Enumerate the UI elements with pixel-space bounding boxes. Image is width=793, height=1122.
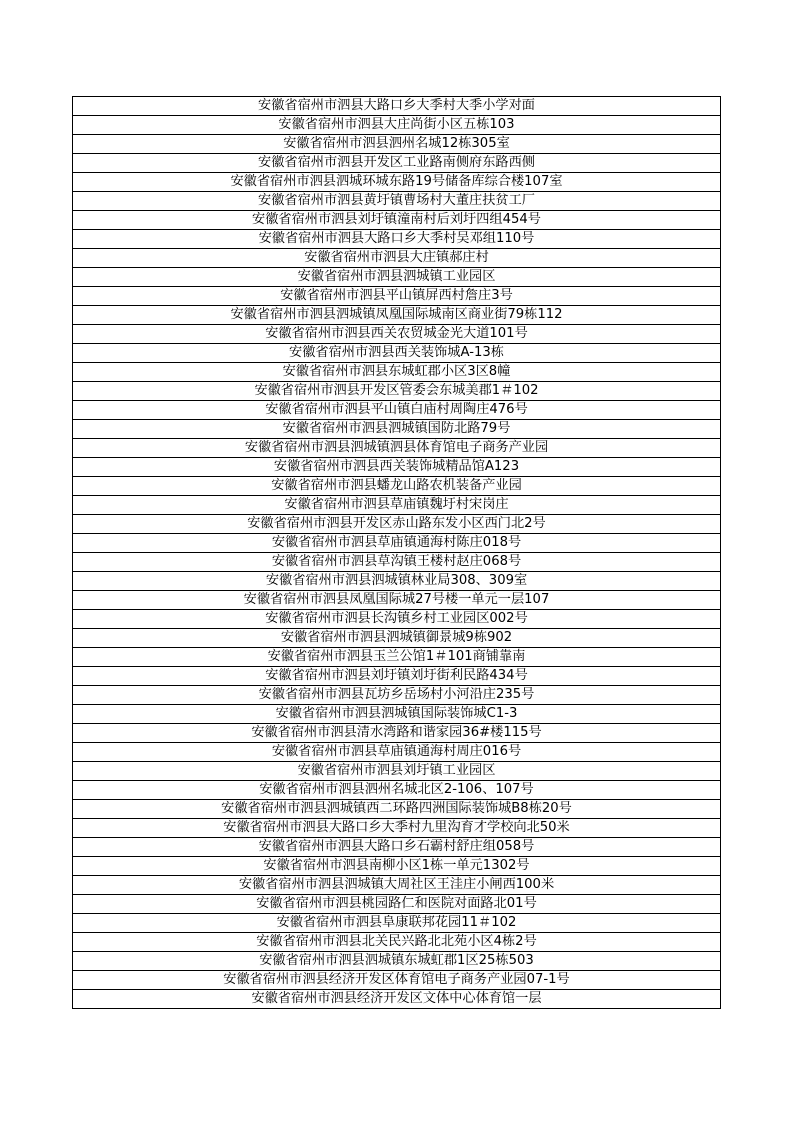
table-row (73, 382, 721, 401)
address-cell: 安徽省宿州市泗县黄圩镇曹场村大董庄扶贫工厂 (73, 192, 721, 211)
table-row (73, 420, 721, 439)
address-cell: 安徽省宿州市泗县泗城镇大周社区王洼庄小闸西100米 (73, 876, 721, 895)
table-row (73, 192, 721, 211)
address-cell: 安徽省宿州市泗县泗城镇国防北路79号 (73, 420, 721, 439)
address-cell: 安徽省宿州市泗县泗州名城北区2-106、107号 (73, 781, 721, 800)
table-row (73, 610, 721, 629)
address-cell: 安徽省宿州市泗县东城虹郡小区3区8幢 (73, 363, 721, 382)
address-cell: 安徽省宿州市泗县草沟镇王楼村赵庄068号 (73, 553, 721, 572)
table-row (73, 154, 721, 173)
table-row (73, 534, 721, 553)
table-row (73, 800, 721, 819)
table-row (73, 401, 721, 420)
address-cell: 安徽省宿州市泗县泗城镇泗县体育馆电子商务产业园 (73, 439, 721, 458)
address-cell: 安徽省宿州市泗县泗城镇凤凰国际城南区商业街79栋112 (73, 306, 721, 325)
address-cell: 安徽省宿州市泗县泗城镇林业局308、309室 (73, 572, 721, 591)
table-row (73, 439, 721, 458)
address-cell: 安徽省宿州市泗县西关装饰城精品馆A123 (73, 458, 721, 477)
table-row (73, 287, 721, 306)
address-cell: 安徽省宿州市泗县大路口乡大季村吴邓组110号 (73, 230, 721, 249)
address-table-body (73, 97, 721, 1009)
address-cell: 安徽省宿州市泗县泗城镇国际装饰城C1-3 (73, 705, 721, 724)
table-row (73, 933, 721, 952)
table-row (73, 971, 721, 990)
table-row (73, 135, 721, 154)
table-row (73, 686, 721, 705)
table-row (73, 876, 721, 895)
address-cell: 安徽省宿州市泗县凤凰国际城27号楼一单元一层107 (73, 591, 721, 610)
table-row (73, 363, 721, 382)
address-cell: 安徽省宿州市泗县泗城镇工业园区 (73, 268, 721, 287)
address-cell: 安徽省宿州市泗县经济开发区文体中心体育馆一层 (73, 990, 721, 1009)
table-row (73, 344, 721, 363)
address-cell: 安徽省宿州市泗县开发区管委会东城美郡1＃102 (73, 382, 721, 401)
table-row (73, 705, 721, 724)
address-cell: 安徽省宿州市泗县长沟镇乡村工业园区002号 (73, 610, 721, 629)
address-cell: 安徽省宿州市泗县刘圩镇潼南村后刘圩四组454号 (73, 211, 721, 230)
address-cell: 安徽省宿州市泗县草庙镇魏圩村宋岗庄 (73, 496, 721, 515)
address-cell: 安徽省宿州市泗县玉兰公馆1＃101商铺靠南 (73, 648, 721, 667)
address-cell: 安徽省宿州市泗县泗城镇御景城9栋902 (73, 629, 721, 648)
table-row (73, 857, 721, 876)
table-row (73, 762, 721, 781)
table-row (73, 724, 721, 743)
table-row (73, 325, 721, 344)
table-row (73, 230, 721, 249)
table-row (73, 477, 721, 496)
address-cell: 安徽省宿州市泗县大庄尚街小区五栋103 (73, 116, 721, 135)
table-row (73, 914, 721, 933)
table-row (73, 116, 721, 135)
table-row (73, 952, 721, 971)
address-cell: 安徽省宿州市泗县刘圩镇刘圩街利民路434号 (73, 667, 721, 686)
address-cell: 安徽省宿州市泗县刘圩镇工业园区 (73, 762, 721, 781)
address-cell: 安徽省宿州市泗县西关农贸城金光大道101号 (73, 325, 721, 344)
address-cell: 安徽省宿州市泗县草庙镇通海村周庄016号 (73, 743, 721, 762)
table-row (73, 990, 721, 1009)
table-row (73, 572, 721, 591)
address-cell: 安徽省宿州市泗县开发区赤山路东发小区西门北2号 (73, 515, 721, 534)
table-row (73, 895, 721, 914)
address-cell: 安徽省宿州市泗县泗州名城12栋305室 (73, 135, 721, 154)
address-cell: 安徽省宿州市泗县瓦坊乡岳场村小河沿庄235号 (73, 686, 721, 705)
address-cell: 安徽省宿州市泗县阜康联邦花园11＃102 (73, 914, 721, 933)
table-row (73, 458, 721, 477)
table-row (73, 629, 721, 648)
table-row (73, 97, 721, 116)
address-cell: 安徽省宿州市泗县大路口乡大季村大季小学对面 (73, 97, 721, 116)
table-row (73, 496, 721, 515)
table-row (73, 743, 721, 762)
address-cell: 安徽省宿州市泗县西关装饰城A-13栋 (73, 344, 721, 363)
table-row (73, 648, 721, 667)
address-cell: 安徽省宿州市泗县大路口乡石霸村舒庄组058号 (73, 838, 721, 857)
address-cell: 安徽省宿州市泗县平山镇屏西村詹庄3号 (73, 287, 721, 306)
address-cell: 安徽省宿州市泗县桃园路仁和医院对面路北01号 (73, 895, 721, 914)
address-cell: 安徽省宿州市泗县平山镇白庙村周陶庄476号 (73, 401, 721, 420)
table-row (73, 173, 721, 192)
address-cell: 安徽省宿州市泗县北关民兴路北北苑小区4栋2号 (73, 933, 721, 952)
table-row (73, 268, 721, 287)
table-row (73, 781, 721, 800)
table-row (73, 553, 721, 572)
address-cell: 安徽省宿州市泗县经济开发区体育馆电子商务产业园07-1号 (73, 971, 721, 990)
table-row (73, 667, 721, 686)
table-row (73, 838, 721, 857)
table-row (73, 211, 721, 230)
address-cell: 安徽省宿州市泗县大路口乡大季村九里沟育才学校向北50米 (73, 819, 721, 838)
address-cell: 安徽省宿州市泗县泗城环城东路19号储备库综合楼107室 (73, 173, 721, 192)
address-cell: 安徽省宿州市泗县开发区工业路南侧府东路西侧 (73, 154, 721, 173)
address-cell: 安徽省宿州市泗县泗城镇东城虹郡1区25栋503 (73, 952, 721, 971)
table-row (73, 306, 721, 325)
address-cell: 安徽省宿州市泗县草庙镇通海村陈庄018号 (73, 534, 721, 553)
address-cell: 安徽省宿州市泗县清水湾路和谐家园36#楼115号 (73, 724, 721, 743)
address-cell: 安徽省宿州市泗县蟠龙山路农机装备产业园 (73, 477, 721, 496)
address-table (72, 96, 721, 1009)
table-row (73, 515, 721, 534)
address-cell: 安徽省宿州市泗县大庄镇郝庄村 (73, 249, 721, 268)
table-row (73, 591, 721, 610)
address-cell: 安徽省宿州市泗县南柳小区1栋一单元1302号 (73, 857, 721, 876)
table-row (73, 819, 721, 838)
address-cell: 安徽省宿州市泗县泗城镇西二环路四洲国际装饰城B8栋20号 (73, 800, 721, 819)
table-row (73, 249, 721, 268)
